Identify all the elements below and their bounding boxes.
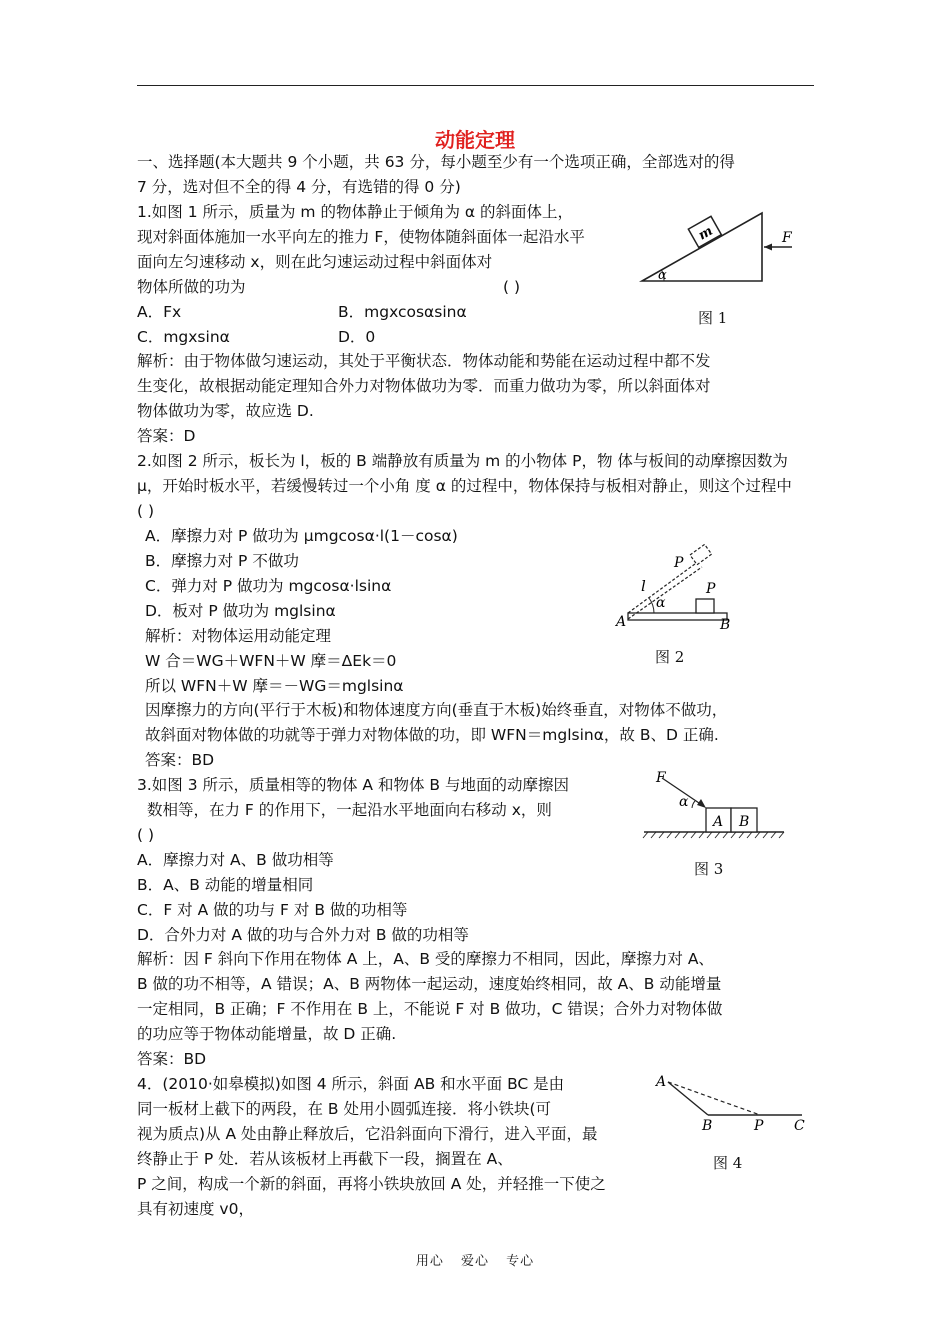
- svg-text:F: F: [656, 770, 666, 786]
- svg-text:P: P: [674, 555, 684, 571]
- footer-word: 用心: [415, 1254, 444, 1269]
- svg-text:A: A: [713, 814, 724, 830]
- q3-option-a: A．摩擦力对 A、B 做功相等: [137, 851, 334, 869]
- q4-stem-line: 具有初速度 v0，: [137, 1200, 254, 1218]
- q3-stem-line: ( ): [137, 826, 155, 844]
- q1-analysis-line: 解析：由于物体做匀速运动，其处于平衡状态．物体动能和势能在运动过程中都不发: [137, 352, 711, 370]
- q3-option-b: B．A、B 动能的增量相同: [137, 876, 314, 894]
- q1-answer: 答案：D: [137, 427, 196, 445]
- q2-stem-line: 2.如图 2 所示，板长为 l，板的 B 端静放有质量为 m 的小物体 P，物 体与板间的动摩擦因数为: [137, 452, 788, 470]
- figure-1-incline: [630, 205, 810, 295]
- figure-4-slope: [650, 1070, 815, 1135]
- figure-2-tilted-board: [612, 545, 742, 635]
- object-p: [696, 599, 714, 613]
- force-label: F: [782, 230, 792, 246]
- svg-text:B: B: [702, 1118, 713, 1134]
- angle-label: α: [658, 268, 667, 283]
- q2-stem-line: ( ): [137, 502, 155, 520]
- board: [628, 613, 727, 620]
- figure-3-caption: 图 3: [694, 860, 724, 878]
- q1-option-b: B．mgxcosαsinα: [338, 303, 467, 321]
- q3-stem-line: 3.如图 3 所示，质量相等的物体 A 和物体 B 与地面的动摩擦因: [137, 776, 569, 794]
- header-rule: [137, 85, 814, 86]
- svg-text:C: C: [794, 1118, 805, 1134]
- q4-stem-line: 视为质点)从 A 处由静止释放后，它沿斜面向下滑行，进入平面，最: [137, 1125, 598, 1143]
- tilted-object: [690, 544, 712, 564]
- q4-stem-line: 同一板材上截下的两段，在 B 处用小圆弧连接．将小铁块(可: [137, 1100, 552, 1118]
- q4-stem-line: 终静止于 P 处．若从该板材上再截下一段，搁置在 A、: [137, 1150, 513, 1168]
- page-title: 动能定理: [435, 128, 515, 152]
- footer-word: 爱心: [460, 1254, 489, 1269]
- q2-analysis-line: 故斜面对物体做的功就等于弹力对物体做的功，即 WFN＝mglsinα，故 B、D 正确.: [145, 726, 719, 744]
- q4-stem-line: P 之间，构成一个新的斜面，再将小铁块放回 A 处，并轻推一下使之: [137, 1175, 606, 1193]
- q1-stem-line: 现对斜面体施加一水平向左的推力 F，使物体随斜面体一起沿水平: [137, 228, 585, 246]
- q3-answer: 答案：BD: [137, 1050, 207, 1068]
- figure-1-caption: 图 1: [698, 309, 728, 327]
- slope-ab: [668, 1082, 708, 1115]
- page-footer: [0, 1250, 950, 1269]
- q1-option-c: C．mgxsinα: [137, 328, 230, 346]
- svg-text:A: A: [656, 1074, 667, 1090]
- q1-analysis-line: 物体做功为零，故应选 D.: [137, 402, 314, 420]
- svg-text:A: A: [616, 614, 627, 630]
- ground-hatching: [643, 832, 784, 838]
- q1-option-d: D．0: [338, 328, 376, 346]
- q3-analysis-line: 一定相同，B 正确；F 不作用在 B 上，不能说 F 对 B 做功，C 错误；合外力对物体做: [137, 1000, 723, 1018]
- q1-stem-line: 面向左匀速移动 x，则在此匀速运动过程中斜面体对: [137, 253, 493, 271]
- q2-answer: 答案：BD: [145, 751, 215, 769]
- q4-stem-line: 4．(2010·如皋模拟)如图 4 所示，斜面 AB 和水平面 BC 是由: [137, 1075, 565, 1093]
- q1-stem-line: 1.如图 1 所示，质量为 m 的物体静止于倾角为 α 的斜面体上，: [137, 203, 574, 221]
- mass-label: m: [696, 223, 716, 244]
- q2-analysis-line: W 合＝WG＋WFN＋W 摩＝ΔEk＝0: [145, 652, 397, 670]
- q3-analysis-line: 解析：因 F 斜向下作用在物体 A 上，A、B 受的摩擦力不相同，因此，摩擦力对 A、: [137, 950, 714, 968]
- mass-block: [688, 216, 721, 247]
- figure-4-caption: 图 4: [713, 1154, 743, 1172]
- svg-text:P: P: [706, 581, 716, 597]
- figure-3-blocks: [640, 768, 790, 843]
- footer-word: 专心: [506, 1254, 535, 1269]
- q2-analysis-line: 所以 WFN＋W 摩＝－WG＝mglsinα: [145, 677, 404, 695]
- q2-option-a: A．摩擦力对 P 做功为 μmgcosα·l(1－cosα): [145, 527, 458, 545]
- svg-text:α: α: [656, 595, 666, 611]
- q2-analysis-line: 解析：对物体运用动能定理: [145, 627, 332, 645]
- q1-option-a: A．Fx: [137, 303, 182, 321]
- svg-text:P: P: [754, 1118, 764, 1134]
- q1-stem-line: 物体所做的功为: [137, 278, 246, 296]
- figure-2-caption: 图 2: [655, 648, 685, 666]
- q2-stem-line: μ，开始时板水平，若缓慢转过一个小角 度 α 的过程中，物体保持与板相对静止，则这个过程中: [137, 477, 792, 495]
- q2-option-c: C．弹力对 P 做功为 mgcosα·lsinα: [145, 577, 392, 595]
- q1-answer-paren: ( ): [503, 278, 521, 296]
- q2-analysis-line: 因摩擦力的方向(平行于木板)和物体速度方向(垂直于木板)始终垂直，对物体不做功，: [145, 701, 728, 719]
- intro-line-1: 一、选择题(本大题共 9 个小题，共 63 分，每小题至少有一个选项正确，全部选对的得: [137, 153, 735, 171]
- q3-option-c: C．F 对 A 做的功与 F 对 B 做的功相等: [137, 901, 408, 919]
- q2-option-b: B．摩擦力对 P 不做功: [145, 552, 299, 570]
- q3-analysis-line: B 做的功不相等，A 错误；A、B 两物体一起运动，速度始终相同，故 A、B 动能增量: [137, 975, 722, 993]
- svg-text:B: B: [739, 814, 750, 830]
- q3-stem-line: 数相等，在力 F 的作用下，一起沿水平地面向右移动 x，则: [147, 801, 552, 819]
- svg-text:B: B: [720, 617, 731, 633]
- svg-text:α: α: [679, 794, 689, 810]
- svg-text:l: l: [641, 577, 646, 595]
- q1-analysis-line: 生变化，故根据动能定理知合外力对物体做功为零．而重力做功为零，所以斜面体对: [137, 377, 711, 395]
- q3-analysis-line: 的功应等于物体动能增量，故 D 正确.: [137, 1025, 397, 1043]
- q3-option-d: D．合外力对 A 做的功与合外力对 B 做的功相等: [137, 926, 469, 944]
- q2-option-d: D．板对 P 做功为 mglsinα: [145, 602, 336, 620]
- new-slope-ap: [668, 1082, 760, 1115]
- intro-line-2: 7 分，选对但不全的得 4 分，有选错的得 0 分): [137, 178, 461, 196]
